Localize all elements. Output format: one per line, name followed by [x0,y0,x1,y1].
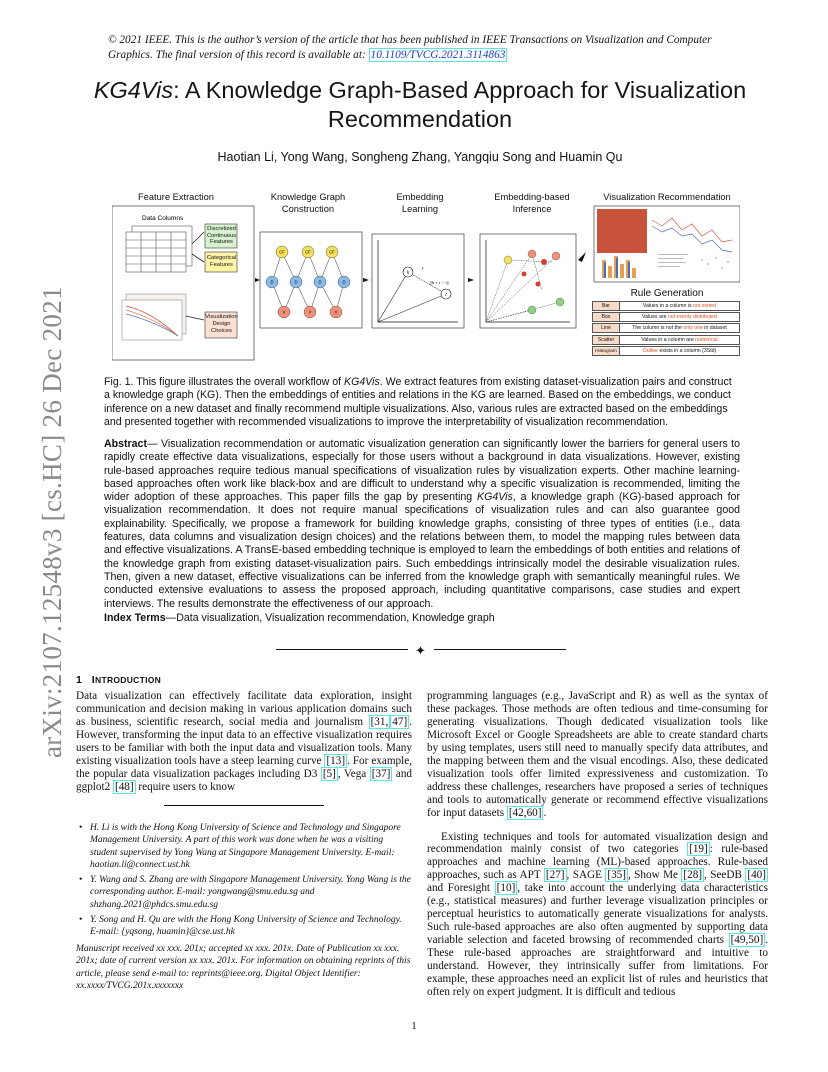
cf-node-label-1: CF [279,249,285,255]
col2-text: , take into account the underlying data characteristics (e.g., statistical measures) and further leverage visualization principles or perceptual heuristics to automatically generate visualizations for analysts. Such rule-based approaches are also often augmented by supporting data variable selection and faceted browsing of recommended charts [427,882,768,947]
transe-formula: ||h + r − t|| [430,280,449,285]
data-tables-icon [126,226,192,272]
rule-highlight: not sorted [693,303,717,309]
rule-post: exists in a column (3Std) [658,347,717,354]
page-number: 1 [411,1020,417,1032]
rule-text [620,346,740,356]
citation[interactable]: [40] [747,869,766,882]
categorical-features-label: Categorical Features [206,255,237,268]
col1-text: Data visualization can effectively facilitate data exploration, insight communication and decision making in various application domains such as business, scientific research, social media and journalism [76,690,412,728]
caption-text-1: This figure illustrates the overall workflow of [133,376,345,388]
index-terms [104,612,740,624]
footnote: • H. Li is with the Hong Kong University of Science and Technology and Singapore Management University. A part of this work was done when he was a visiting student supervised by Yong Wang at Singapore Management University. E-mail: haotian.li@connect.ust.hk [76,822,412,871]
col2-text: : rule-based approaches and machine learning (ML)-based approaches. Rule-based approaches, such as APT [427,843,768,882]
stage-label-kg-construction: Knowledge Graph Construction [270,192,346,214]
rule-pre: Values in a column is [642,303,693,309]
caption-name: KG4Vis [344,376,380,388]
rule-highlight: Outlier [642,347,659,354]
col2-paragraph-1 [427,690,768,820]
rule-row [592,323,740,333]
rule-type: Histogram [592,346,620,356]
footnote: • Y. Song and H. Qu are with the Hong Kong University of Science and Technology. E-mail: {yqsong, huamin}@cse.ust.hk [76,914,412,939]
stage-label-embedding-learning: Embedding Learning [396,192,444,214]
h-node-label: h [406,270,410,276]
author-footnotes [76,822,412,942]
col1-text: . For example, the popular data visualization packages including D3 [76,754,413,780]
title-rest: : A Knowledge Graph-Based Approach for Visualization Recommendation [173,77,747,132]
paper-title [70,76,770,134]
intro-column-2 [427,690,768,999]
viz-design-choices-label: Visualization Design Choices [205,314,238,334]
rule-pre: Values in a column are [641,336,696,343]
rule-row [592,301,740,311]
doi-link[interactable]: 10.1109/TVCG.2021.3114863 [370,48,506,61]
rule-type: Box [592,312,620,322]
col2-text: , SeeDB [704,869,746,882]
index-terms-text: —Data visualization, Visualization recommendation, Knowledge graph [165,612,495,624]
citation[interactable]: [42,60] [508,806,542,819]
citation[interactable]: [48] [114,780,134,793]
citation[interactable]: [19] [689,843,708,856]
abstract-label: Abstract [104,438,147,450]
caption-text-2: . We extract features from existing dataset-visualization pairs and construct a knowledge graph (KG). Then the embeddings of entities and relations in the KG are learned. Based on the embeddings, we conduct inference on a new dataset and finally recommend multiple visualizations. Also, various rules are extracted based on the embeddings and presented together with recommended visualizations to improve the interpretability of visualization recommendation. [104,376,732,429]
col2-text: Existing techniques and tools for automated visualization design and recommendation mainly consist of two categories [427,830,768,856]
section-heading [76,674,161,686]
manuscript-info: Manuscript received xx xxx. 201x; accepted xx xxx. 201x. Date of Publication xx xxx. 201x; date of current version xx xxx. 201x. For information on obtaining reprints of this article, please send e-mail to: reprints@ieee.org. Digital Object Identifier: xx.xxxx/TVCG.201x.xxxxxxx [76,944,411,991]
citation[interactable]: [28] [683,869,703,882]
author-list: Haotian Li, Yong Wang, Songheng Zhang, Yangqiu Song and Huamin Qu [217,150,623,164]
abstract-text-1: — Visualization recommendation or automatic visualization generation can significantly lower the barriers for general users to rapidly create effective data visualizations, especially for those users without a background in data visualizations. However, existing rule-based approaches require tedious manual specifications of visualization rules by visualization experts. Other machine learning-based approaches often work like black-box and are difficult to understand why a specific visualization is recommended, limiting the wider adoption of these approaches. This paper fills the gap by presenting [104,438,740,504]
citation[interactable]: [27] [545,869,565,882]
title-name: KG4Vis [93,77,174,103]
rule-type: Scatter [592,335,620,345]
abstract-name: KG4Vis [477,491,513,504]
abstract [104,438,740,611]
rule-post: in dataset [702,325,727,332]
cf-node-label-2: CF [305,249,311,255]
col2-text: programming languages (e.g., JavaScript and R) as well as the syntax of these packages. Those methods are often tedious and time-consuming for generating visualizations. Though dedicated visualization tools like Microsoft Excel or Google Spreadsheets are able to create standard charts by using templates, users still need to manually specify data attributes, and the mapping between them and the visual encodings. Also, these dedicated visualization tools offer limited expressiveness and customization. To address these challenges, researchers have proposed a series of techniques and tools to automatically generate or recommend effective visualizations for input datasets [427,690,768,819]
cf-node-label-3: CF [329,249,335,255]
rule-pre: Values are [642,314,668,321]
arxiv-stamp: arXiv:2107.12548v3 [cs.HC] 26 Dec 2021 [37,286,67,758]
rule-highlight: only one [683,325,703,332]
rule-highlight: numerical [695,336,718,343]
rule-row [592,312,740,322]
copyright-notice [108,33,748,62]
citation[interactable]: [5] [322,767,336,780]
rule-text [620,335,740,345]
col2-text: , SAGE [566,869,606,882]
citation[interactable]: [35] [607,869,626,882]
d-node-label-1: D [270,279,274,285]
divider-diamond-icon: ✦ [415,643,426,658]
citation[interactable]: [10] [496,882,516,895]
discretized-features-label: Discretized Continuous Features [206,226,237,246]
section-divider [276,643,566,658]
rule-list [592,301,740,357]
rule-type: Bar [592,301,620,311]
rule-text [620,301,740,311]
d-node-label-4: D [342,279,346,285]
d-node-label-3: D [318,279,322,285]
rule-type: Line [592,323,620,333]
rule-row [592,335,740,345]
rule-text [620,323,740,333]
heatmap-thumbnail [597,209,647,253]
rule-highlight: not evenly distributed [667,314,717,321]
workflow-figure [112,190,740,362]
figure-caption [104,376,740,430]
citation[interactable]: [49,50] [730,934,764,947]
section-title-rest: NTRODUCTION [95,675,162,685]
footnote: • Y. Wang and S. Zhang are with Singapore Management University. Yong Wang is the corresponding author. E-mail: yongwang@smu.edu.sg and shzhang.2021@phdcs.smu.edu.sg [76,874,412,911]
col1-text: require users to know [135,780,236,793]
rule-text [620,312,740,322]
section-title-first: I [91,674,96,686]
stage-label-embedding-inference: Embedding-based Inference [494,192,570,214]
col1-text: . However, transforming the input data to an effective visualization requires users to be familiar with both the input data and visualization tools. Many existing visualization tools have a steep learning curve [76,715,412,767]
rule-pre: The column is not the [632,325,684,332]
v-node-label-3: V [334,309,338,315]
col2-text: . [543,806,547,819]
caption-label: Fig. 1. [104,376,134,388]
col1-text: , Vega [337,767,370,780]
citation[interactable]: 47] [392,715,408,728]
intro-column-1 [76,690,412,794]
t-node-label: t [445,292,447,298]
rule-generation-title: Rule Generation [630,288,704,299]
stage-label-viz-recommendation: Visualization Recommendation [603,192,731,202]
rule-row [592,346,740,356]
col2-text: . These rule-based approaches are straightforward and intuitive to understand. However, they intrinsically suffer from limitations. For example, these approaches need an explicit list of rules and heuristics that often rely on expert judgment. It is difficult and tedious [427,934,768,998]
citation[interactable]: [31, [370,715,389,728]
section-number: 1 [76,674,83,686]
col2-paragraph-2 [427,831,768,999]
d-node-label-2: D [294,279,298,285]
col2-text: and Foresight [427,882,495,895]
col2-text: , Show Me [627,869,682,882]
citation[interactable]: [13] [326,754,346,767]
citation[interactable]: [37] [371,767,391,780]
r-label: r [422,266,425,272]
data-columns-label: Data Columns [142,215,184,222]
copyright-text: © 2021 IEEE. This is the author’s version of the article that has been published in IEEE Transactions on Visualization and Computer Graphics. The final version of this record is available at: [108,34,712,61]
index-terms-label: Index Terms [104,612,166,624]
abstract-text-2: , a knowledge graph (KG)-based approach for visualization recommendation. It does not require manual specifications of visualization rules and can also guarantee good explainability. Specifically, we propose a framework for building knowledge graphs, consisting of three types of entities (i.e., data features, data columns and visualization design choices) and the relations between them, to model the mapping rules between data and effective visualizations. A TransE-based embedding technique is employed to learn the embeddings of both entities and relations of the knowledge graph from existing dataset-visualization pairs. Such embeddings intrinsically model the desirable visualization rules. Then, given a new dataset, effective visualizations can be inferred from the knowledge graph with semantically meaningful rules. We conducted extensive evaluations to assess the proposed approach, including quantitative comparisons, case studies and expert interviews. The results demonstrate the effectiveness of our approach. [104,491,740,610]
stage-label-feature-extraction: Feature Extraction [138,192,214,202]
v-node-label-1: V [282,309,286,315]
col1-text: and ggplot2 [76,767,413,793]
footnote-rule [164,805,324,806]
v-node-label-2: V [308,309,312,315]
